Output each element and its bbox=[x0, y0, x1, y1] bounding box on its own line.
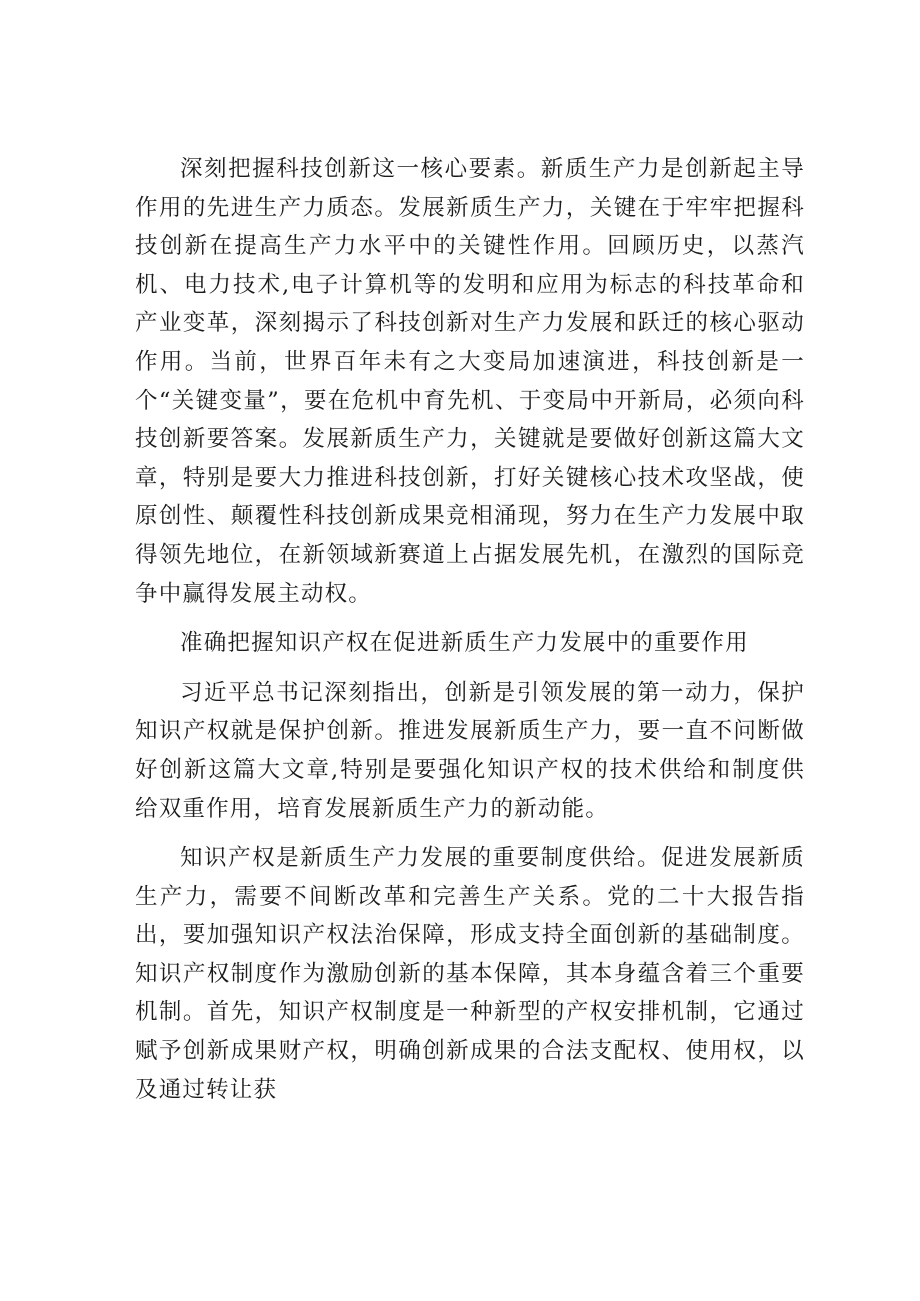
paragraph-tech-innovation: 深刻把握科技创新这一核心要素。新质生产力是创新起主导作用的先进生产力质态。发展新质生产力，关键在于牢牢把握科技创新在提高生产力水平中的关键性作用。回顾历史，以蒸汽机、电力技术,电子计算机等的发明和应用为标志的科技革命和产业变革，深刻揭示了科技创新对生产力发展和跃迁的核心驱动作用。当前，世界百年未有之大变局加速演进，科技创新是一个“关键变量”，要在危机中育先机、于变局中开新局，必须向科技创新要答案。发展新质生产力，关键就是要做好创新这篇大文章，特别是要大力推进科技创新，打好关键核心技术攻坚战，使原创性、颠覆性科技创新成果竞相涌现，努力在生产力发展中取得领先地位，在新领域新赛道上占据发展先机，在激烈的国际竞争中赢得发展主动权。 bbox=[135, 156, 805, 607]
paragraph-xi-quote: 习近平总书记深刻指出，创新是引领发展的第一动力，保护知识产权就是保护创新。推进发展新质生产力，要一直不问断做好创新这篇大文章,特别是要强化知识产权的技术供给和制度供给双重作用，培育发展新质生产力的新动能。 bbox=[135, 679, 805, 822]
section-heading: 准确把握知识产权在促进新质生产力发展中的重要作用 bbox=[180, 630, 749, 657]
document-body bbox=[135, 150, 805, 1120]
paragraph-ip-system: 知识产权是新质生产力发展的重要制度供给。促进发展新质生产力，需要不间断改革和完善生产关系。党的二十大报告指出，要加强知识产权法治保障，形成支持全面创新的基础制度。知识产权制度作为激励创新的基本保障，其本身蕴含着三个重要机制。首先，知识产权制度是一种新型的产权安排机制，它通过赋予创新成果财产权，明确创新成果的合法支配权、使用权，以及通过转让获 bbox=[135, 845, 805, 1103]
